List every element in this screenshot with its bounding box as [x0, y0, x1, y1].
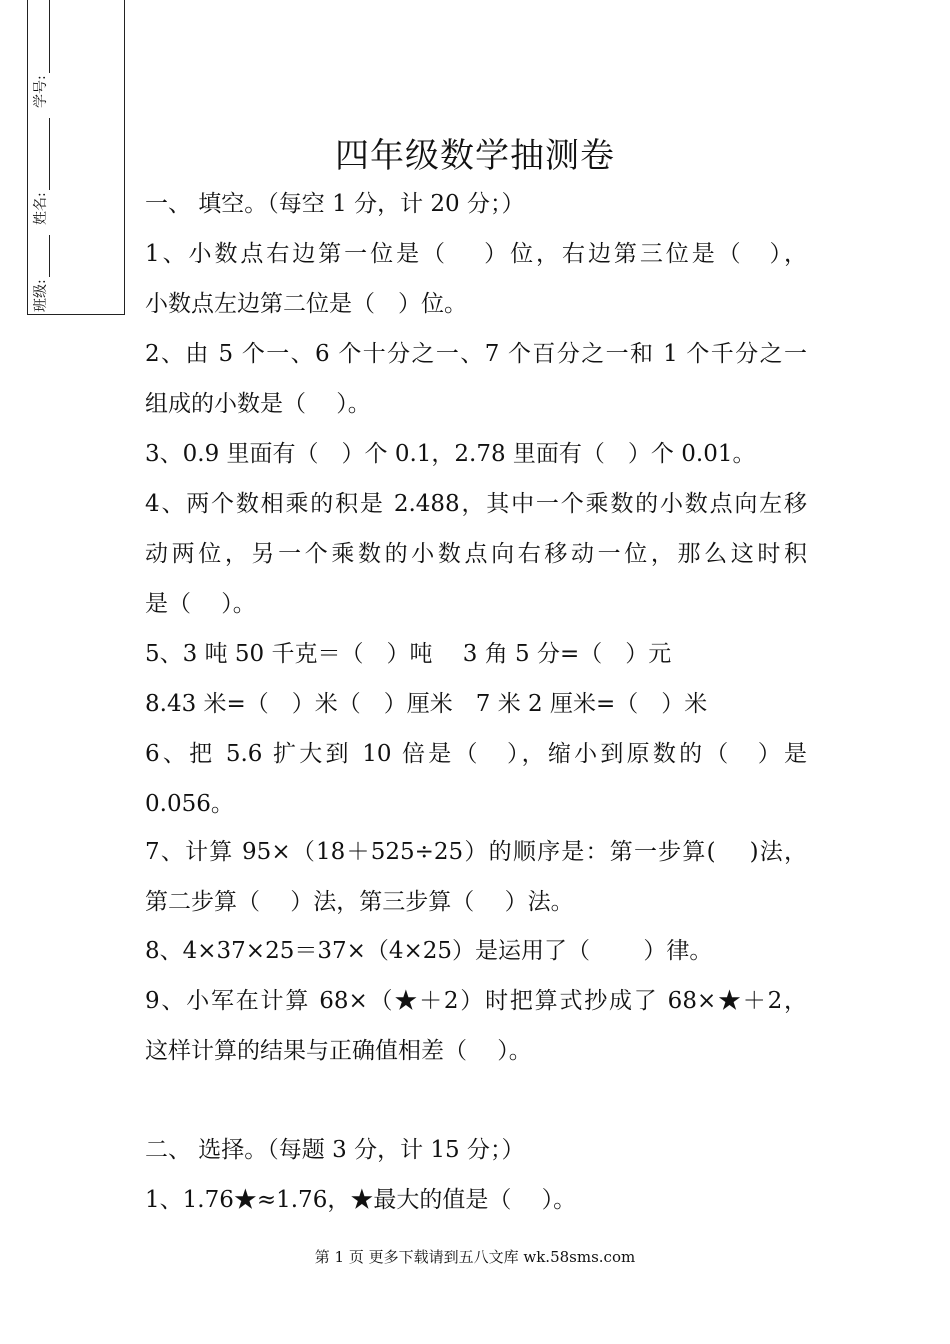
- page-footer: 第 1 页 更多下载请到五八文库 wk.58sms.com: [314, 1248, 636, 1266]
- question-2-line-1: 2、由 5 个一、6 个十分之一、7 个百分之一和 1 个千分之一: [145, 341, 807, 367]
- question-1-line-1: 1、小数点右边第一位是（ ）位，右边第三位是（ ），: [145, 241, 807, 267]
- question-8: 8、4×37×25＝37×（4×25）是运用了（ ）律。: [145, 938, 713, 964]
- question-6-line-1: 6、把 5.6 扩大到 10 倍是（ ），缩小到原数的（ ）是: [145, 741, 807, 767]
- question-9-line-2: 这样计算的结果与正确值相差（ ）。: [145, 1038, 532, 1064]
- question-6-line-2: 0.056。: [145, 791, 234, 817]
- question-7-line-1: 7、计算 95×（18＋525÷25）的顺序是：第一步算( )法，: [145, 839, 807, 865]
- question-3: 3、0.9 里面有（ ）个 0.1，2.78 里面有（ ）个 0.01。: [145, 441, 756, 467]
- student-id-field: [30, 0, 50, 108]
- section-2-heading: 二、 选择。（每题 3 分，计 15 分；）: [145, 1137, 525, 1163]
- question-9-line-1: 9、小军在计算 68×（★＋2）时把算式抄成了 68×★＋2，: [145, 988, 807, 1014]
- class-label: 班级:: [33, 279, 49, 312]
- student-id-label: 学号:: [33, 75, 49, 108]
- class-field: [30, 235, 50, 312]
- question-4-line-2: 动两位，另一个乘数的小数点向右移动一位，那么这时积: [145, 541, 807, 567]
- page-title: 四年级数学抽测卷: [335, 136, 615, 176]
- question-4-line-3: 是（ ）。: [145, 591, 256, 617]
- question-7-line-2: 第二步算（ ）法，第三步算（ ）法。: [145, 889, 574, 915]
- question-5-line-2: 8.43 米=（ ）米（ ）厘米 7 米 2 厘米=（ ）米: [145, 691, 708, 717]
- student-id-line: [35, 0, 50, 73]
- class-line: [35, 235, 50, 277]
- section-1-heading: 一、 填空。（每空 1 分，计 20 分；）: [145, 191, 525, 217]
- question-2-line-2: 组成的小数是（ ）。: [145, 391, 371, 417]
- name-label: 姓名:: [33, 192, 49, 225]
- choice-question-1: 1、1.76★≈1.76，★最大的值是（ ）。: [145, 1187, 577, 1213]
- question-1-line-2: 小数点左边第二位是（ ）位。: [145, 291, 467, 317]
- question-5-line-1: 5、3 吨 50 千克＝（ ）吨 3 角 5 分=（ ）元: [145, 641, 672, 667]
- question-4-line-1: 4、两个数相乘的积是 2.488，其中一个乘数的小数点向左移: [145, 491, 807, 517]
